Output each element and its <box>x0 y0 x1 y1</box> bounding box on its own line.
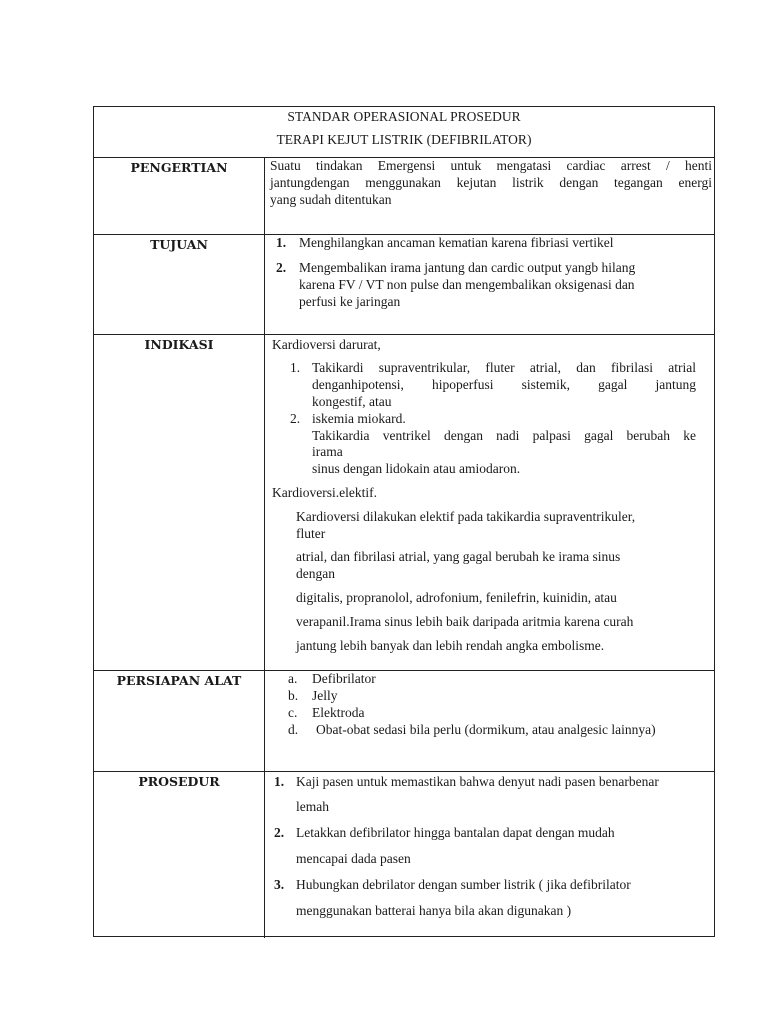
content-pengertian <box>266 157 714 234</box>
list-item-continuation: karena FV / VT non pulse dan mengembalikan oksigenasi dan <box>299 277 635 292</box>
equipment-item: Jelly <box>312 688 338 703</box>
definition-line: jantungdengan menggunakan kejutan listrik dengan tegangan energi <box>270 175 712 190</box>
list-number: 2. <box>290 411 301 426</box>
content-persiapan-alat <box>266 670 714 771</box>
subsection-title: Kardioversi darurat, <box>272 337 381 352</box>
list-number: 1. <box>290 360 301 375</box>
content-indikasi <box>266 334 714 670</box>
list-marker: c. <box>288 705 298 720</box>
paragraph-line: fluter <box>296 526 326 541</box>
step-number: 3. <box>274 877 285 892</box>
step-number: 1. <box>274 774 285 789</box>
paragraph-line: dengan <box>296 566 335 581</box>
label-pengertian: PENGERTIAN <box>94 157 265 234</box>
list-marker: d. <box>288 722 299 737</box>
row-prosedur <box>94 771 714 938</box>
step-text-continuation: lemah <box>296 799 329 814</box>
step-text-continuation: mencapai dada pasen <box>296 851 411 866</box>
label-indikasi: INDIKASI <box>94 334 265 670</box>
list-item-continuation: perfusi ke jaringan <box>299 294 401 309</box>
paragraph-line: verapanil.Irama sinus lebih baik daripada aritmia karena curah <box>296 614 634 629</box>
row-persiapan-alat <box>94 670 714 772</box>
doc-subtitle: TERAPI KEJUT LISTRIK (DEFIBRILATOR) <box>276 132 532 147</box>
step-text: Letakkan defibrilator hingga bantalan dapat dengan mudah <box>296 825 615 840</box>
step-text: Hubungkan debrilator dengan sumber listrik ( jika defibrilator <box>296 877 631 892</box>
equipment-item: Elektroda <box>312 705 365 720</box>
step-text: Kaji pasen untuk memastikan bahwa denyut nadi pasen benarbenar <box>296 774 659 789</box>
list-item: Mengembalikan irama jantung dan cardic output yangb hilang <box>299 260 636 275</box>
doc-title: STANDAR OPERASIONAL PROSEDUR <box>287 109 521 124</box>
list-number: 2. <box>276 260 287 275</box>
table-header <box>94 107 714 158</box>
equipment-item: Obat-obat sedasi bila perlu (dormikum, atau analgesic lainnya) <box>316 722 656 737</box>
list-marker: b. <box>288 688 299 703</box>
content-prosedur <box>266 771 714 938</box>
row-indikasi <box>94 334 714 671</box>
list-marker: a. <box>288 671 298 686</box>
row-pengertian <box>94 157 714 235</box>
list-item-continuation: sinus dengan lidokain atau amiodaron. <box>312 461 521 476</box>
paragraph-line: digitalis, propranolol, adrofonium, fenilefrin, kuinidin, atau <box>296 590 617 605</box>
label-persiapan-alat: PERSIAPAN ALAT <box>94 670 265 771</box>
sop-table <box>93 106 715 937</box>
label-tujuan: TUJUAN <box>94 234 265 334</box>
content-tujuan <box>266 234 714 334</box>
step-text-continuation: menggunakan batterai hanya bila akan digunakan ) <box>296 903 572 918</box>
list-number: 1. <box>276 235 287 250</box>
paragraph-line: Kardioversi dilakukan elektif pada takikardia supraventrikuler, <box>296 509 636 524</box>
list-item: Menghilangkan ancaman kematian karena fibriasi vertikel <box>299 235 614 250</box>
list-item: Takikardi supraventrikular, fluter atrial, dan fibrilasi atrial <box>312 360 696 375</box>
equipment-item: Defibrilator <box>312 671 376 686</box>
definition-line: Suatu tindakan Emergensi untuk mengatasi cardiac arrest / henti <box>270 158 712 173</box>
paragraph-line: jantung lebih banyak dan lebih rendah angka embolisme. <box>296 638 605 653</box>
subsection-title: Kardioversi.elektif. <box>272 485 377 500</box>
list-item-continuation: Takikardia ventrikel dengan nadi palpasi gagal berubah ke <box>312 428 696 443</box>
paragraph-line: atrial, dan fibrilasi atrial, yang gagal berubah ke irama sinus <box>296 549 621 564</box>
list-item-continuation: kongestif, atau <box>312 394 392 409</box>
list-item-continuation: irama <box>312 444 343 459</box>
list-item: iskemia miokard. <box>312 411 406 426</box>
row-tujuan <box>94 234 714 335</box>
step-number: 2. <box>274 825 285 840</box>
definition-line: yang sudah ditentukan <box>270 192 392 207</box>
list-item-continuation: denganhipotensi, hipoperfusi sistemik, gagal jantung <box>312 377 696 392</box>
label-prosedur: PROSEDUR <box>94 771 265 938</box>
